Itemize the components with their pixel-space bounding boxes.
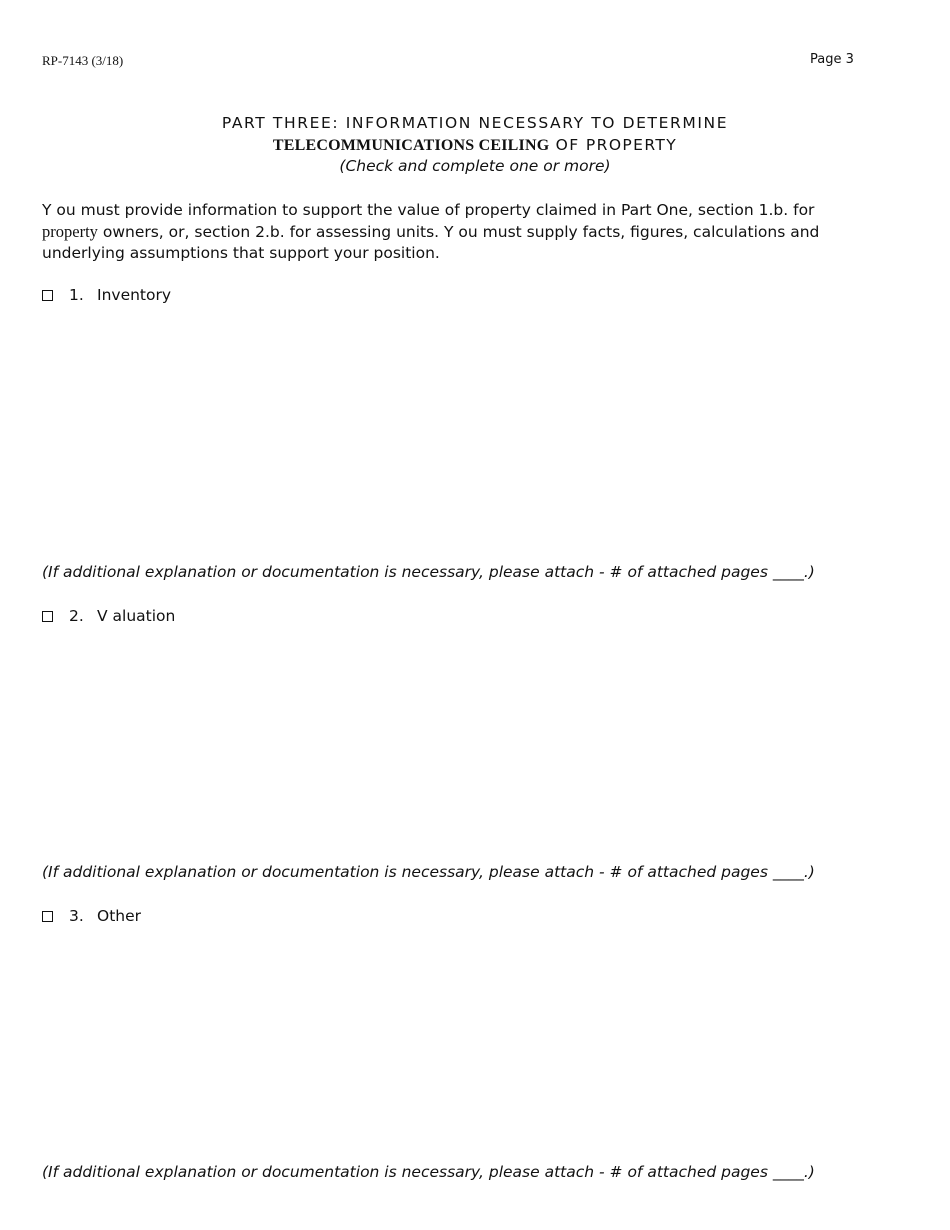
other-checkbox[interactable]: [42, 911, 53, 922]
attachment-note: (If additional explanation or documentation is necessary, please attach - # of attached pages ____.): [42, 1163, 815, 1181]
item-label: Inventory: [97, 286, 172, 304]
valuation-checkbox[interactable]: [42, 611, 53, 622]
part-subtitle-bold: TELECOMMUNICATIONS CEILING: [272, 137, 550, 154]
intro-paragraph: [42, 200, 862, 264]
part-instruction: (Check and complete one or more): [339, 157, 611, 175]
part-subtitle: [0, 136, 950, 155]
item-label: V aluation: [97, 607, 176, 625]
item-number: 2.: [69, 607, 84, 625]
intro-text-property: property: [42, 222, 98, 241]
inventory-checkbox[interactable]: [42, 290, 53, 301]
intro-text-start: Y ou must provide information to support the value of property claimed in Part One, section 1.b. for: [42, 201, 815, 219]
item-number: 3.: [69, 907, 84, 925]
item-number: 1.: [69, 286, 84, 304]
form-id: RP-7143 (3/18): [42, 53, 124, 68]
part-title: PART THREE: INFORMATION NECESSARY TO DETERMINE: [221, 114, 729, 132]
attachment-note: (If additional explanation or documentation is necessary, please attach - # of attached pages ____.): [42, 863, 815, 881]
page-number: Page 3: [810, 52, 854, 67]
item-label: Other: [97, 907, 142, 925]
item-valuation: [42, 607, 175, 625]
item-inventory: [42, 286, 171, 304]
attachment-note: (If additional explanation or documentation is necessary, please attach - # of attached pages ____.): [42, 563, 815, 581]
intro-text-end: owners, or, section 2.b. for assessing units. Y ou must supply facts, figures, calculations and underlying assumptions that support your position.: [42, 223, 820, 262]
part-subtitle-rest: OF PROPERTY: [549, 136, 678, 154]
item-other: [42, 907, 141, 925]
